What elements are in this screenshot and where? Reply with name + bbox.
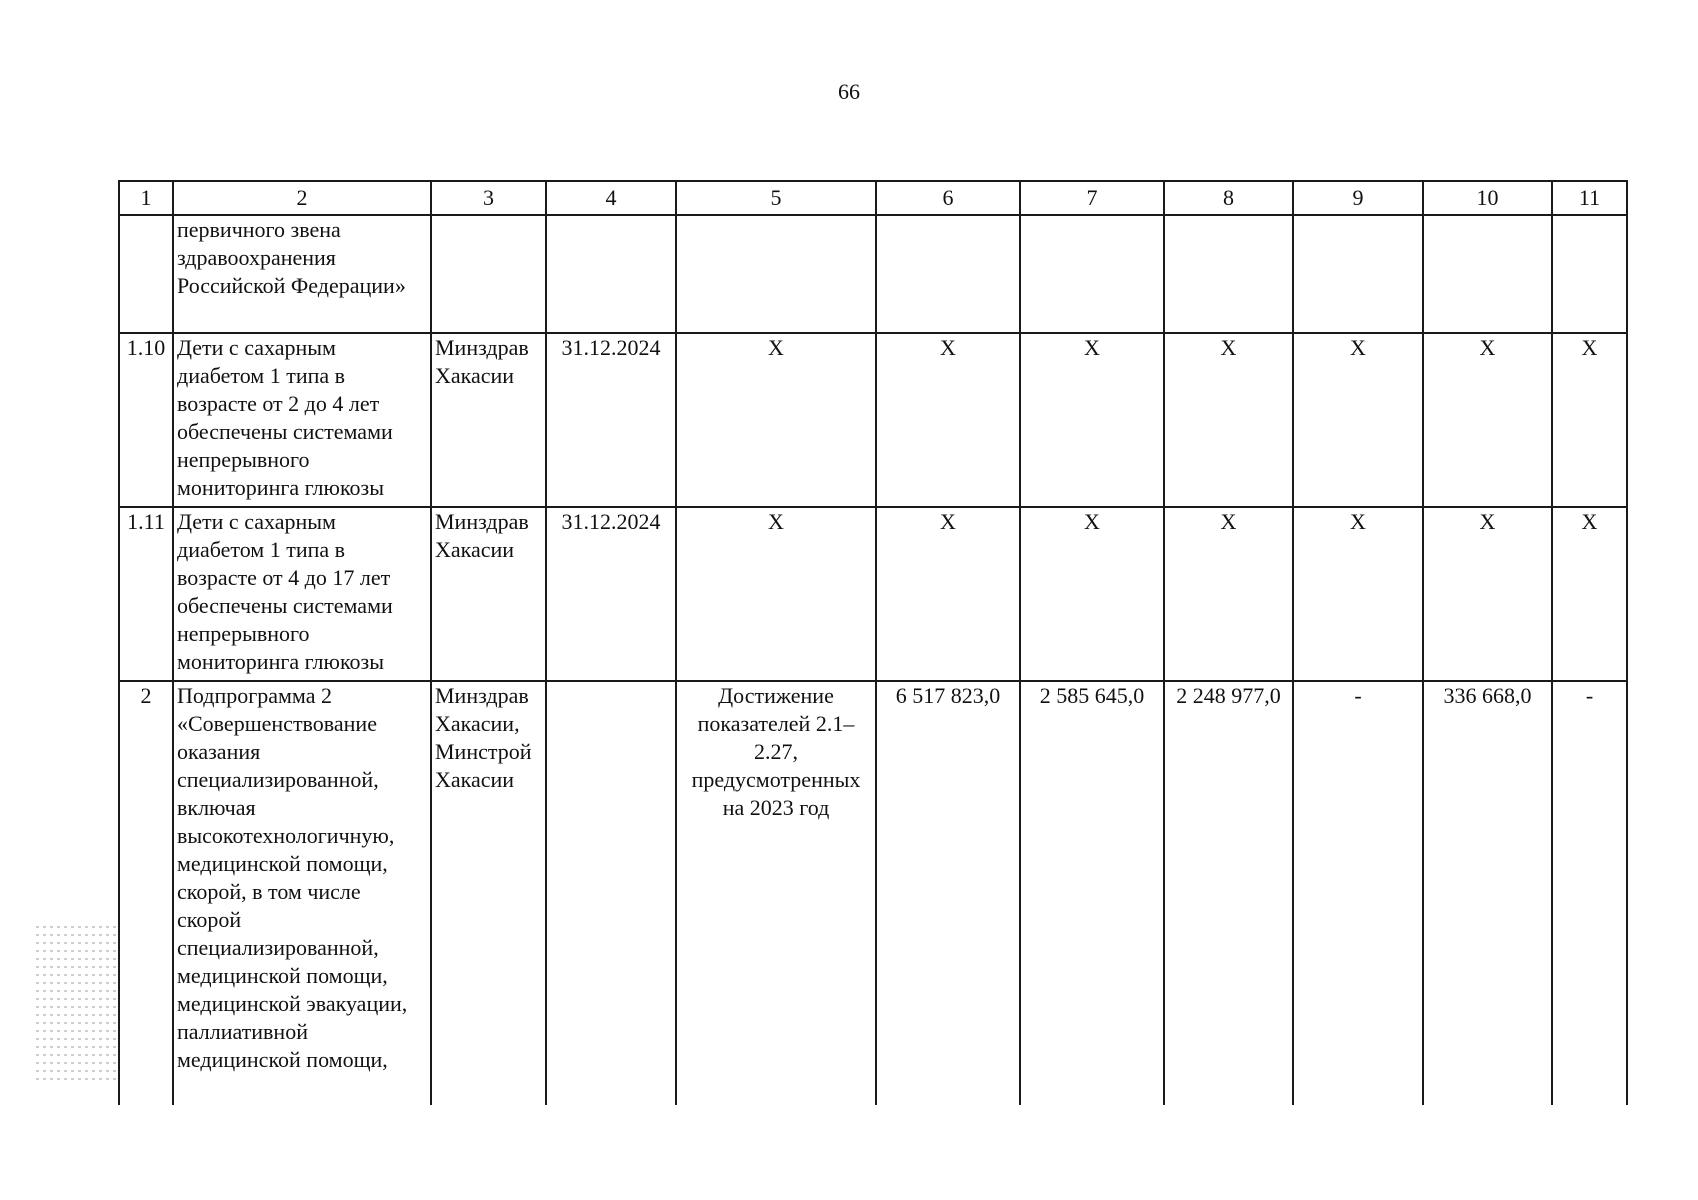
col-header-3: 3 bbox=[431, 181, 546, 215]
cell-col7: Х bbox=[1020, 333, 1164, 507]
cell-date bbox=[546, 681, 676, 1105]
cell-col9: Х bbox=[1293, 333, 1423, 507]
cell-responsible bbox=[431, 215, 546, 333]
cell-date bbox=[546, 215, 676, 333]
cell-number: 1.10 bbox=[119, 333, 173, 507]
cell-responsible: Минздрав Хакасии, Минстрой Хакасии bbox=[431, 681, 546, 1105]
cell-name: первичного звена здравоохранения Российской Федерации» bbox=[173, 215, 431, 333]
cell-responsible: Минздрав Хакасии bbox=[431, 507, 546, 681]
cell-col6: Х bbox=[876, 333, 1020, 507]
col-header-7: 7 bbox=[1020, 181, 1164, 215]
cell-col7: 2 585 645,0 bbox=[1020, 681, 1164, 1105]
cell-col7: Х bbox=[1020, 507, 1164, 681]
cell-result: Х bbox=[676, 507, 876, 681]
cell-col11: Х bbox=[1552, 333, 1627, 507]
cell-result: Х bbox=[676, 333, 876, 507]
cell-col8: Х bbox=[1164, 507, 1293, 681]
cell-col6: 6 517 823,0 bbox=[876, 681, 1020, 1105]
page-number: 66 bbox=[838, 79, 860, 104]
cell-number: 2 bbox=[119, 681, 173, 1105]
cell-col8: 2 248 977,0 bbox=[1164, 681, 1293, 1105]
cell-col9 bbox=[1293, 215, 1423, 333]
program-table bbox=[118, 180, 1628, 1105]
cell-date: 31.12.2024 bbox=[546, 333, 676, 507]
cell-name: Дети с сахарным диабетом 1 типа в возрасте от 2 до 4 лет обеспечены системами непрерывного мониторинга глюкозы bbox=[173, 333, 431, 507]
table-row bbox=[119, 215, 1627, 333]
col-header-9: 9 bbox=[1293, 181, 1423, 215]
cell-col10 bbox=[1423, 215, 1552, 333]
header-row bbox=[119, 181, 1627, 215]
cell-date: 31.12.2024 bbox=[546, 507, 676, 681]
cell-col9: Х bbox=[1293, 507, 1423, 681]
cell-col10: 336 668,0 bbox=[1423, 681, 1552, 1105]
col-header-8: 8 bbox=[1164, 181, 1293, 215]
col-header-11: 11 bbox=[1552, 181, 1627, 215]
cell-col6 bbox=[876, 215, 1020, 333]
col-header-2: 2 bbox=[173, 181, 431, 215]
cell-col7 bbox=[1020, 215, 1164, 333]
col-header-1: 1 bbox=[119, 181, 173, 215]
table-row bbox=[119, 507, 1627, 681]
cell-col11 bbox=[1552, 215, 1627, 333]
cell-col11: - bbox=[1552, 681, 1627, 1105]
cell-result bbox=[676, 215, 876, 333]
col-header-4: 4 bbox=[546, 181, 676, 215]
table-row bbox=[119, 333, 1627, 507]
cell-number bbox=[119, 215, 173, 333]
cell-responsible: Минздрав Хакасии bbox=[431, 333, 546, 507]
cell-name: Подпрограмма 2 «Совершенствование оказания специализированной, включая высокотехнологичную, медицинской помощи, скорой, в том числе скорой специализированной, медицинской помощи, медицинской эвакуации, паллиативной медицинской помощи, bbox=[173, 681, 431, 1105]
margin-stamp-mark bbox=[36, 920, 120, 1130]
cell-col8: Х bbox=[1164, 333, 1293, 507]
cell-col11: Х bbox=[1552, 507, 1627, 681]
table-row bbox=[119, 681, 1627, 1105]
cell-col6: Х bbox=[876, 507, 1020, 681]
cell-result: Достижение показателей 2.1–2.27, предусмотренных на 2023 год bbox=[676, 681, 876, 1105]
col-header-10: 10 bbox=[1423, 181, 1552, 215]
cell-col8 bbox=[1164, 215, 1293, 333]
cell-number: 1.11 bbox=[119, 507, 173, 681]
cell-col10: Х bbox=[1423, 507, 1552, 681]
cell-col10: Х bbox=[1423, 333, 1552, 507]
col-header-5: 5 bbox=[676, 181, 876, 215]
cell-col9: - bbox=[1293, 681, 1423, 1105]
col-header-6: 6 bbox=[876, 181, 1020, 215]
cell-name: Дети с сахарным диабетом 1 типа в возрасте от 4 до 17 лет обеспечены системами непрерывного мониторинга глюкозы bbox=[173, 507, 431, 681]
